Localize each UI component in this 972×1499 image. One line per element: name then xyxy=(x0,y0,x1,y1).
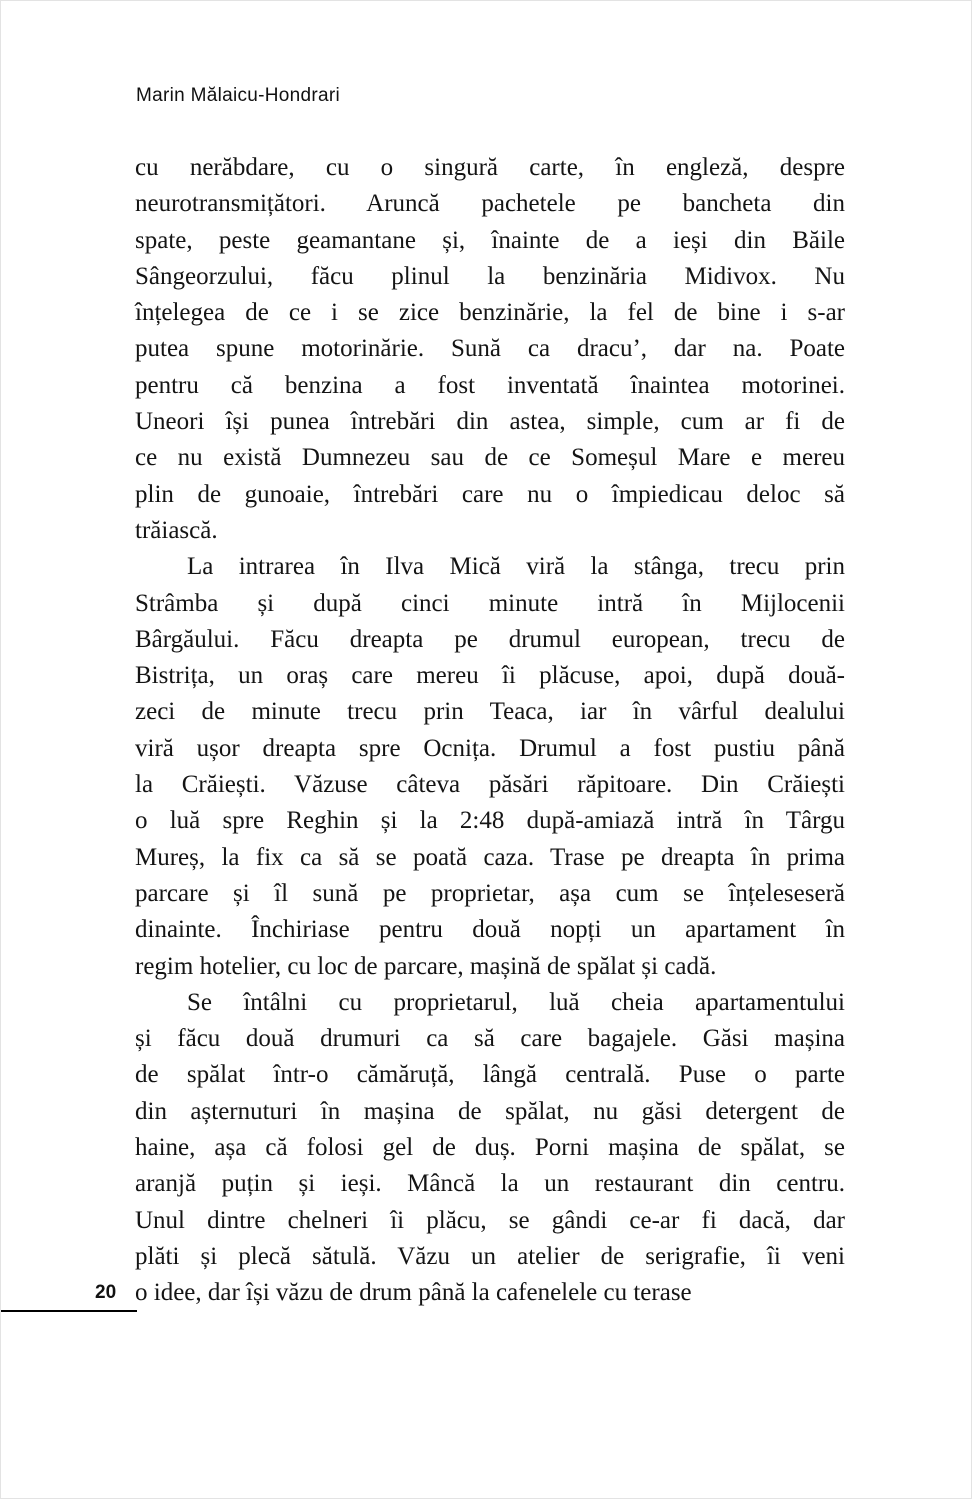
text-line: ce nu există Dumnezeu sau de ce Someșul Mare e mereu xyxy=(135,444,845,472)
text-line: Bistrița, un oraș care mereu îi plăcuse, apoi, după două- xyxy=(135,662,845,690)
text-line: la Crăiești. Văzuse câteva păsări răpitoare. Din Crăiești xyxy=(135,771,845,799)
text-line: înțelegea de ce i se zice benzinărie, la fel de bine i s-ar xyxy=(135,299,845,327)
text-line: neurotransmițători. Aruncă pachetele pe bancheta din xyxy=(135,190,845,218)
footer-rule xyxy=(1,1310,137,1312)
text-line: plăti și plecă sătulă. Văzu un atelier de serigrafie, îi veni xyxy=(135,1242,845,1270)
text-line: cu nerăbdare, cu o singură carte, în engleză, despre xyxy=(135,154,845,181)
text-line: Unul dintre chelneri îi plăcu, se gândi ce-ar fi dacă, dar xyxy=(135,1206,845,1234)
text-line: regim hotelier, cu loc de parcare, mașină de spălat și cadă. xyxy=(135,952,717,980)
text-line: de spălat într-o cămăruță, lângă centrală. Puse o parte xyxy=(135,1061,845,1089)
text-line: dinainte. Închiriase pentru două nopți un apartament în xyxy=(135,916,845,944)
text-line: pentru că benzina a fost inventată înaintea motorinei. xyxy=(135,371,845,399)
running-head-author: Marin Mălaicu-Hondrari xyxy=(136,85,341,106)
text-line: spate, peste geamantane și, înainte de a ieși din Băile xyxy=(135,226,845,254)
text-line: Uneori își punea întrebări din astea, simple, cum ar fi de xyxy=(135,408,845,436)
text-line: trăiască. xyxy=(135,516,218,544)
text-line: plin de gunoaie, întrebări care nu o împiedicau deloc să xyxy=(135,480,845,508)
text-line: Mureș, la fix ca să se poată caza. Trase pe dreapta în prima xyxy=(135,843,845,871)
paragraph xyxy=(135,549,845,985)
text-line: Bârgăului. Făcu dreapta pe drumul european, trecu de xyxy=(135,625,845,653)
text-line: din așternuturi în mașina de spălat, nu găsi detergent de xyxy=(135,1097,845,1125)
text-line: aranjă puțin și ieși. Mâncă la un restaurant din centru. xyxy=(135,1170,845,1198)
text-line: haine, așa că folosi gel de duș. Porni mașina de spălat, se xyxy=(135,1134,845,1162)
text-line: și făcu două drumuri ca să care bagajele. Găsi mașina xyxy=(135,1025,845,1053)
text-line: o idee, dar își văzu de drum până la cafenelele cu terase xyxy=(135,1279,692,1307)
text-line: zeci de minute trecu prin Teaca, iar în vârful dealului xyxy=(135,698,845,726)
page-number: 20 xyxy=(95,1282,117,1303)
text-line: Se întâlni cu proprietarul, luă cheia apartamentului xyxy=(187,988,845,1016)
text-block xyxy=(135,150,845,1312)
text-line: Strâmba și după cinci minute intră în Mijlocenii xyxy=(135,589,845,617)
text-line: putea spune motorinărie. Sună ca dracu’, dar na. Poate xyxy=(135,335,845,363)
paragraph xyxy=(135,150,845,549)
text-line: o luă spre Reghin și la 2:48 după-amiază intră în Târgu xyxy=(135,807,845,835)
text-line: viră ușor dreapta spre Ocnița. Drumul a fost pustiu până xyxy=(135,734,845,762)
text-line: La intrarea în Ilva Mică viră la stânga, trecu prin xyxy=(187,553,845,581)
text-line: Sângeorzului, făcu plinul la benzinăria Midivox. Nu xyxy=(135,262,845,290)
paragraph xyxy=(135,985,845,1312)
text-line: parcare și îl sună pe proprietar, așa cum se înțeleseseră xyxy=(135,879,845,907)
